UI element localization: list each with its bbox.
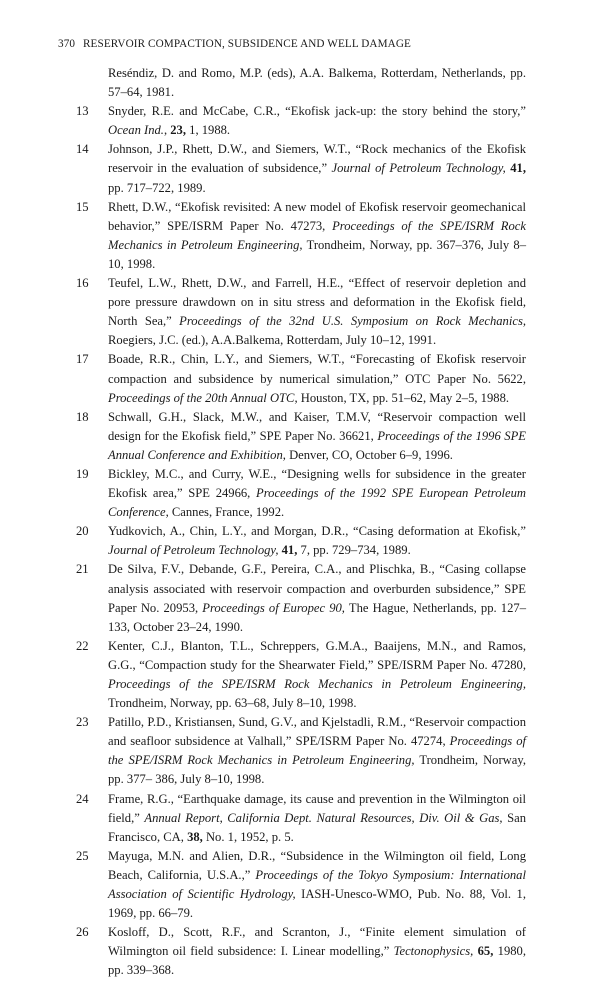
reference-segment: Yudkovich, A., Chin, L.Y., and Morgan, D.R., “Casing deformation at Ekofisk,” xyxy=(108,524,526,539)
reference-number: 19 xyxy=(76,466,89,481)
reference-segment: Proceedings of the SPE/ISRM Rock Mechanics in Petroleum Engineering, xyxy=(108,677,526,691)
reference-segment: Snyder, R.E. and McCabe, C.R., “Ekofisk jack-up: the story behind the story,” xyxy=(108,104,526,119)
reference-item xyxy=(0,140,600,197)
reference-number: 22 xyxy=(76,638,89,653)
reference-item xyxy=(0,560,600,636)
reference-segment: Rhett, D.W., “Ekofisk revisited: A new model of Ekofisk reservoir geomechanical behavior,” SPE/ISRM Paper No. 47273, xyxy=(108,199,526,233)
reference-item xyxy=(0,198,600,274)
reference-text xyxy=(108,465,526,522)
reference-text xyxy=(108,923,526,980)
reference-segment: 41, xyxy=(510,161,526,176)
reference-text xyxy=(108,637,526,713)
reference-segment: 23, xyxy=(170,123,186,138)
reference-segment: Trondheim, Norway, pp. 63–68, July 8–10, 1998. xyxy=(108,696,357,711)
reference-segment: San Francisco, CA, xyxy=(108,810,526,844)
reference-segment: Journal of Petroleum Technology, xyxy=(108,543,279,558)
reference-segment: Proceedings of the SPE/ISRM Rock Mechanics in Petroleum Engineering, xyxy=(108,218,526,252)
reference-segment: Reséndiz, D. and Romo, M.P. (eds), A.A. Balkema, Rotterdam, Netherlands, pp. 57–64, 1981. xyxy=(108,66,526,100)
reference-segment: Teufel, L.W., Rhett, D.W., and Farrell, H.E., “Effect of reservoir depletion and pore pressure drawdown on in situ stress and deformation in the Ekofisk field, North Sea,” xyxy=(108,276,526,329)
reference-segment: No. 1, 1952, p. 5. xyxy=(202,829,294,844)
running-head xyxy=(58,37,558,51)
reference-segment: 7, pp. 729–734, 1989. xyxy=(297,543,411,558)
reference-number: 20 xyxy=(76,524,89,539)
reference-segment: Proceedings of the 1996 SPE Annual Conference and Exhibition, xyxy=(108,428,526,462)
reference-item xyxy=(0,102,600,140)
reference-number: 17 xyxy=(76,352,89,367)
reference-segment: Boade, R.R., Chin, L.Y., and Siemers, W.T., “Forecasting of Ekofisk reservoir compaction and subsidence by numerical simulation,” OTC Paper No. 5622, xyxy=(108,352,526,386)
reference-segment: Annual Report, California Dept. Natural Resources, Div. Oil & Gas, xyxy=(144,810,503,825)
reference-number: 18 xyxy=(76,409,89,424)
reference-number: 26 xyxy=(76,925,89,940)
reference-text xyxy=(108,522,526,560)
reference-segment: Bickley, M.C., and Curry, W.E., “Designing wells for subsidence in the greater Ekofisk area,” SPE 24966, xyxy=(108,466,526,501)
page-number: 370 xyxy=(58,38,76,50)
reference-segment: Proceedings of the Tokyo Symposium: International Association of Scientific Hydrology, xyxy=(108,867,526,902)
reference-number: 16 xyxy=(76,276,89,291)
reference-text xyxy=(108,847,526,923)
reference-item xyxy=(0,713,600,789)
reference-text xyxy=(108,140,526,197)
reference-number: 15 xyxy=(76,199,89,214)
reference-text xyxy=(108,790,526,847)
running-title: RESERVOIR COMPACTION, SUBSIDENCE AND WELL DAMAGE xyxy=(83,38,411,50)
reference-segment: Proceedings of the SPE/ISRM Rock Mechanics in Petroleum Engineering, xyxy=(108,734,526,768)
reference-segment: Proceedings of the 32nd U.S. Symposium on Rock Mechanics, xyxy=(179,314,526,329)
reference-item xyxy=(0,790,600,847)
reference-number: 14 xyxy=(76,142,89,157)
reference-segment: De Silva, F.V., Debande, G.F., Pereira, C.A., and Plischka, B., “Casing collapse analysis associated with reservoir compaction and overburden subsidence,” SPE Paper No. 20953, xyxy=(108,562,526,615)
reference-segment: IASH-Unesco-WMO, Pub. No. 88, Vol. 1, 1969, pp. 66–79. xyxy=(108,887,526,921)
reference-segment: 41, xyxy=(281,543,298,558)
reference-number: 21 xyxy=(76,562,89,577)
reference-segment: Denver, CO, October 6–9, 1996. xyxy=(285,447,453,462)
reference-number: 13 xyxy=(76,104,89,119)
reference-segment: Proceedings of Europec 90, xyxy=(202,600,345,615)
reference-text xyxy=(108,560,526,636)
reference-number: 25 xyxy=(76,848,89,863)
reference-segment: 38, xyxy=(187,829,203,844)
reference-segment: Roegiers, J.C. (ed.), A.A.Balkema, Rotterdam, July 10–12, 1991. xyxy=(108,333,437,348)
reference-segment: The Hague, Netherlands, pp. 127–133, October 23–24, 1990. xyxy=(108,600,526,634)
reference-segment: 1, 1988. xyxy=(186,123,231,138)
reference-text xyxy=(108,713,526,789)
reference-segment: pp. 717–722, 1989. xyxy=(108,180,206,195)
reference-text xyxy=(108,274,526,350)
reference-segment: 65, xyxy=(477,944,494,959)
reference-text xyxy=(108,350,526,407)
reference-list xyxy=(0,64,600,981)
reference-segment: Journal of Petroleum Technology, xyxy=(331,161,506,176)
reference-segment: 1980, pp. 339–368. xyxy=(108,944,527,978)
reference-item xyxy=(0,350,600,407)
reference-item xyxy=(0,522,600,560)
reference-segment: Cannes, France, 1992. xyxy=(168,505,285,520)
reference-item xyxy=(0,847,600,923)
reference-segment: Kenter, C.J., Blanton, T.L., Schreppers, G.M.A., Baaijens, M.N., and Ramos, G.G., “Compaction study for the Shearwater Field,” SPE/ISRM Paper No. 47280, xyxy=(108,638,526,672)
reference-number: 24 xyxy=(76,791,89,806)
reference-item xyxy=(0,923,600,980)
reference-text xyxy=(108,198,526,274)
reference-item xyxy=(0,274,600,350)
reference-text xyxy=(108,64,526,102)
reference-segment: Kosloff, D., Scott, R.F., and Scranton, J., “Finite element simulation of Wilmington oil field subsidence: I. Linear modelling,” xyxy=(108,925,526,959)
reference-segment: Patillo, P.D., Kristiansen, Sund, G.V., and Kjelstadli, R.M., “Reservoir compaction and seafloor subsidence at Valhall,” SPE/ISRM Paper No. 47274, xyxy=(108,715,526,749)
reference-segment: , xyxy=(163,123,171,138)
reference-segment: Johnson, J.P., Rhett, D.W., and Siemers, W.T., “Rock mechanics of the Ekofisk reservoir in the evaluation of subsidence,” xyxy=(108,142,526,176)
reference-segment: Ocean Ind. xyxy=(108,123,164,138)
reference-item xyxy=(0,465,600,522)
reference-text xyxy=(108,408,526,465)
reference-segment: Trondheim, Norway, pp. 377– 386, July 8–10, 1998. xyxy=(108,753,526,787)
reference-segment: Frame, R.G., “Earthquake damage, its cause and prevention in the Wilmington oil field,” xyxy=(108,791,526,825)
reference-segment: Mayuga, M.N. and Alien, D.R., “Subsidence in the Wilmington oil field, Long Beach, California, U.S.A.,” xyxy=(108,848,526,882)
reference-segment: Houston, TX, pp. 51–62, May 2–5, 1988. xyxy=(297,390,510,405)
reference-item xyxy=(0,637,600,713)
reference-segment: Proceedings of the 20th Annual OTC, xyxy=(108,390,298,405)
reference-segment: Trondheim, Norway, pp. 367–376, July 8–10, 1998. xyxy=(108,237,526,271)
reference-segment: Tectonophysics, xyxy=(393,944,474,959)
reference-segment: Proceedings of the 1992 SPE European Petroleum Conference, xyxy=(108,486,526,520)
reference-text xyxy=(108,102,526,140)
reference-item xyxy=(0,64,600,102)
reference-item xyxy=(0,408,600,465)
reference-number: 23 xyxy=(76,715,89,730)
reference-segment: Schwall, G.H., Slack, M.W., and Kaiser, T.M.V, “Reservoir compaction well design for the Ekofisk field,” SPE Paper No. 36621, xyxy=(108,409,526,443)
